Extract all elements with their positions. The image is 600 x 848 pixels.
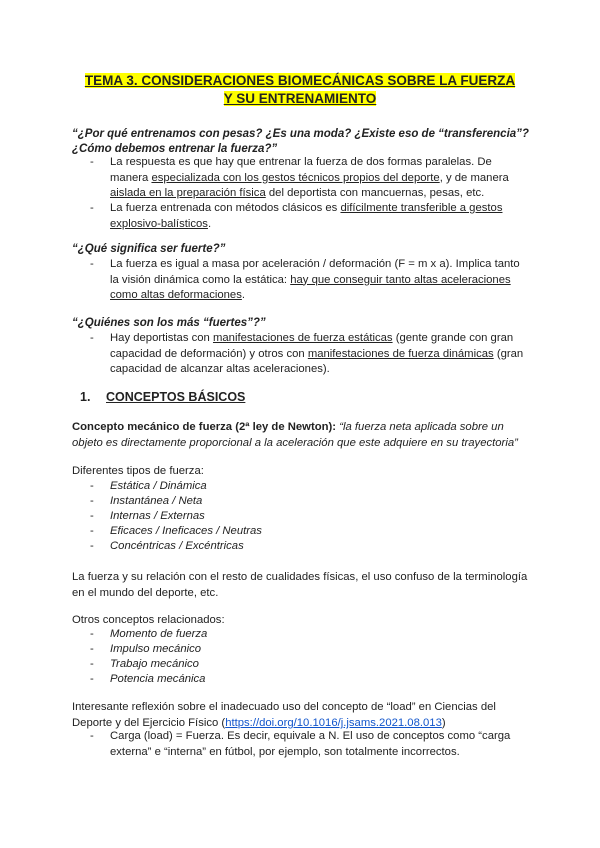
list-item-text: Impulso mecánico bbox=[110, 643, 202, 655]
bullet-dash: - bbox=[90, 202, 94, 214]
list-item-text: Concéntricas / Excéntricas bbox=[110, 540, 244, 552]
list-item-text: Internas / Externas bbox=[110, 510, 205, 522]
list-item-text: Potencia mecánica bbox=[110, 673, 206, 685]
question-2: “¿Qué significa ser fuerte?” bbox=[72, 243, 226, 255]
text-run: La fuerza entrenada con métodos clásicos es bbox=[110, 202, 341, 214]
list-item-text: Trabajo mecánico bbox=[110, 658, 199, 670]
question-1-line-1: “¿Por qué entrenamos con pesas? ¿Es una moda? ¿Existe eso de “transferencia”? bbox=[72, 128, 529, 140]
bullet-dash: - bbox=[90, 480, 94, 492]
bullet-3-text bbox=[110, 257, 526, 304]
underlined-run: aislada en la preparación física bbox=[110, 187, 266, 199]
bullet-dash: - bbox=[90, 525, 94, 537]
doi-link[interactable]: https://doi.org/10.1016/j.jsams.2021.08.013 bbox=[225, 717, 442, 729]
list-item bbox=[90, 479, 207, 494]
list-item bbox=[90, 539, 244, 554]
text-run: . bbox=[241, 289, 246, 301]
newton-definition bbox=[72, 419, 532, 451]
bullet-dash: - bbox=[90, 628, 94, 640]
text-run: . bbox=[207, 217, 212, 230]
underlined-run: manifestaciones de fuerza estáticas bbox=[212, 332, 393, 344]
title-line-2: Y SU ENTRENAMIENTO bbox=[223, 91, 377, 106]
bullet-1 bbox=[90, 155, 526, 202]
bullet-dash: - bbox=[90, 540, 94, 552]
list-item bbox=[90, 642, 201, 657]
bullet-5 bbox=[90, 729, 526, 760]
list-item-text: Momento de fuerza bbox=[110, 628, 208, 640]
underlined-run: hay que conseguir tanto altas aceleraciones como altas deformaciones bbox=[110, 273, 511, 301]
bullet-dash: - bbox=[90, 673, 94, 685]
bullet-dash: - bbox=[90, 730, 94, 742]
newton-bold: Concepto mecánico de fuerza (2ª ley de Newton): bbox=[72, 421, 337, 433]
list-item bbox=[90, 524, 262, 539]
underlined-run: difícilmente transferible a gestos explosivo-balísticos bbox=[110, 202, 503, 230]
list-item bbox=[90, 672, 205, 687]
bullet-dash: - bbox=[90, 495, 94, 507]
bullet-dash: - bbox=[90, 258, 94, 270]
bullet-dash: - bbox=[90, 510, 94, 522]
text-run: , y de manera bbox=[439, 171, 509, 184]
text-run: (gran capacidad de alcanzar altas aceleraciones). bbox=[110, 347, 524, 375]
bullet-4 bbox=[90, 331, 526, 378]
bullet-dash: - bbox=[90, 643, 94, 655]
question-3: “¿Quiénes son los más “fuertes”?” bbox=[72, 317, 266, 329]
text-run: ) bbox=[441, 717, 446, 729]
bullet-3 bbox=[90, 257, 526, 304]
load-paragraph bbox=[72, 699, 532, 731]
list-item bbox=[90, 494, 202, 509]
text-run: La respuesta es que hay que entrenar la fuerza de dos formas paralelas. De manera bbox=[110, 156, 492, 184]
list-item bbox=[90, 509, 205, 524]
underlined-run: manifestaciones de fuerza dinámicas bbox=[307, 347, 494, 360]
section-number: 1. bbox=[80, 390, 91, 404]
question-1-line-2: ¿Cómo debemos entrenar la fuerza?” bbox=[72, 143, 278, 155]
question-1 bbox=[72, 127, 532, 157]
list-item-text: Estática / Dinámica bbox=[110, 480, 207, 492]
bullet-dash: - bbox=[90, 332, 94, 344]
other-intro: Otros conceptos relacionados: bbox=[72, 614, 225, 626]
text-run: (gente grande con gran capacidad de deformación) y otros con bbox=[110, 332, 514, 360]
bullet-5-text: Carga (load) = Fuerza. Es decir, equivale a N. El uso de conceptos como “carga externa” e “interna” en fútbol, por ejemplo, son totalmente incorrectos. bbox=[110, 730, 511, 758]
title-line-1: TEMA 3. CONSIDERACIONES BIOMECÁNICAS SOBRE LA FUERZA bbox=[84, 73, 516, 88]
list-item-text: Eficaces / Ineficaces / Neutras bbox=[110, 525, 262, 537]
section-label: CONCEPTOS BÁSICOS bbox=[106, 390, 246, 404]
underlined-run: especializada con los gestos técnicos propios del deporte bbox=[151, 171, 440, 184]
text-run: del deportista con mancuernas, pesas, etc. bbox=[265, 187, 485, 199]
list-item-text: Instantánea / Neta bbox=[110, 495, 203, 507]
bullet-2 bbox=[90, 201, 526, 232]
section-heading bbox=[80, 390, 245, 404]
bullet-4-text bbox=[110, 331, 526, 378]
relation-paragraph: La fuerza y su relación con el resto de cualidades físicas, el uso confuso de la terminología en el mundo del deporte, etc. bbox=[72, 571, 528, 599]
page-title bbox=[60, 72, 540, 108]
types-intro: Diferentes tipos de fuerza: bbox=[72, 465, 204, 477]
list-item bbox=[90, 657, 199, 672]
bullet-1-text bbox=[110, 155, 526, 202]
bullet-dash: - bbox=[90, 156, 94, 168]
text-run: La fuerza es igual a masa por aceleración / deformación (F = m x a). Implica tanto la visión dinámica como la estática: bbox=[110, 258, 520, 286]
bullet-2-text bbox=[110, 201, 526, 232]
list-item bbox=[90, 627, 207, 642]
newton-quote: “la fuerza neta aplicada sobre un objeto es directamente proporcional a la aceleración que este adquiere en su trayectoria” bbox=[72, 421, 518, 449]
text-run: Hay deportistas con bbox=[110, 332, 213, 344]
bullet-dash: - bbox=[90, 658, 94, 670]
text-run: Interesante reflexión sobre el inadecuado uso del concepto de “load” en Ciencias del Deporte y del Ejercicio Físico ( bbox=[72, 701, 496, 729]
